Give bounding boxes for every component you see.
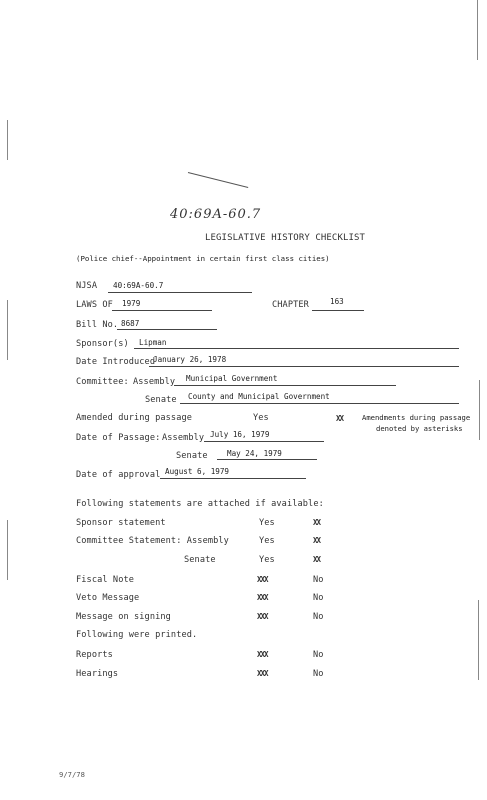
njsa-value: 40:69A-60.7 — [113, 281, 164, 290]
scan-edge-right-low — [478, 600, 479, 680]
statement-yes-committee-assembly: Yes — [259, 536, 275, 546]
printed-yes-reports: XXX — [257, 650, 268, 659]
bill-no-value: 8687 — [121, 319, 140, 328]
njsa-underline — [108, 292, 252, 293]
statement-no-veto-message: No — [313, 593, 324, 603]
statement-yes-message-on-signing: XXX — [257, 612, 268, 621]
statement-yes-fiscal-note: XXX — [257, 575, 268, 584]
date-introduced-underline — [149, 366, 459, 367]
statement-label-fiscal-note: Fiscal Note — [76, 575, 135, 585]
amended-note-line2: denoted by asterisks — [376, 424, 463, 433]
committee-assembly-label: Assembly — [133, 377, 176, 387]
statement-no-sponsor: XX — [313, 518, 321, 527]
chapter-label: CHAPTER — [272, 300, 309, 310]
amended-note-line1: Amendments during passage — [362, 413, 471, 422]
committee-assembly-underline — [174, 385, 396, 386]
njsa-label: NJSA — [76, 281, 98, 291]
committee-senate-underline — [180, 403, 459, 404]
passage-assembly-label: Assembly — [162, 433, 205, 443]
statement-label-message-on-signing: Message on signing — [76, 612, 171, 622]
scan-edge-left-top — [7, 120, 8, 160]
stray-pen-mark — [188, 172, 248, 188]
laws-of-value: 1979 — [122, 299, 141, 308]
chapter-value: 163 — [330, 297, 344, 306]
printed-yes-hearings: XXX — [257, 669, 268, 678]
committee-senate-label: Senate — [145, 395, 177, 405]
printed-heading: Following were printed. — [76, 630, 198, 640]
amended-label: Amended during passage — [76, 413, 193, 423]
statement-label-sponsor: Sponsor statement — [76, 518, 166, 528]
passage-assembly-underline — [204, 441, 324, 442]
statement-no-committee-assembly: XX — [313, 536, 321, 545]
statement-yes-veto-message: XXX — [257, 593, 268, 602]
committee-label: Committee: — [76, 377, 129, 387]
chapter-underline — [312, 310, 364, 311]
printed-label-reports: Reports — [76, 650, 113, 660]
document-title: LEGISLATIVE HISTORY CHECKLIST — [205, 233, 366, 243]
passage-senate-label: Senate — [176, 451, 208, 461]
committee-senate-value: County and Municipal Government — [188, 392, 330, 401]
scan-edge-right-mid — [479, 380, 480, 440]
date-introduced-label: Date Introduced — [76, 357, 156, 367]
statement-no-committee-senate: XX — [313, 555, 321, 564]
statement-no-message-on-signing: No — [313, 612, 324, 622]
statement-yes-sponsor: Yes — [259, 518, 275, 528]
approval-value: August 6, 1979 — [165, 467, 230, 476]
committee-assembly-value: Municipal Government — [186, 374, 278, 383]
amended-yes: Yes — [253, 413, 269, 423]
statement-yes-committee-senate: Yes — [259, 555, 275, 565]
approval-underline — [160, 478, 306, 479]
laws-of-label: LAWS OF — [76, 300, 113, 310]
scan-edge-left-mid — [7, 300, 8, 360]
sponsor-underline — [134, 348, 459, 349]
printed-label-hearings: Hearings — [76, 669, 119, 679]
printed-no-reports: No — [313, 650, 324, 660]
bill-no-label: Bill No. — [76, 320, 119, 330]
scan-edge-right-top — [477, 0, 478, 60]
approval-label: Date of approval — [76, 470, 161, 480]
date-introduced-value: January 26, 1978 — [153, 355, 227, 364]
document-subtitle: (Police chief--Appointment in certain first class cities) — [76, 254, 330, 263]
sponsor-value: Lipman — [139, 338, 167, 347]
printed-no-hearings: No — [313, 669, 324, 679]
laws-of-underline — [112, 310, 212, 311]
statement-label-veto-message: Veto Message — [76, 593, 140, 603]
footer-date: 9/7/78 — [59, 770, 85, 779]
amended-no-crossed: XX — [336, 414, 344, 423]
passage-senate-value: May 24, 1979 — [227, 449, 282, 458]
passage-senate-underline — [217, 459, 317, 460]
passage-assembly-value: July 16, 1979 — [210, 430, 270, 439]
attached-heading: Following statements are attached if available: — [76, 499, 324, 509]
statement-label-committee-assembly: Committee Statement: Assembly — [76, 536, 229, 546]
statement-label-committee-senate: Senate — [184, 555, 216, 565]
passage-label: Date of Passage: — [76, 433, 161, 443]
statement-no-fiscal-note: No — [313, 575, 324, 585]
scan-edge-left-low — [7, 520, 8, 580]
sponsor-label: Sponsor(s) — [76, 339, 129, 349]
bill-no-underline — [117, 329, 217, 330]
handwritten-reference: 40:69A-60.7 — [170, 207, 262, 222]
